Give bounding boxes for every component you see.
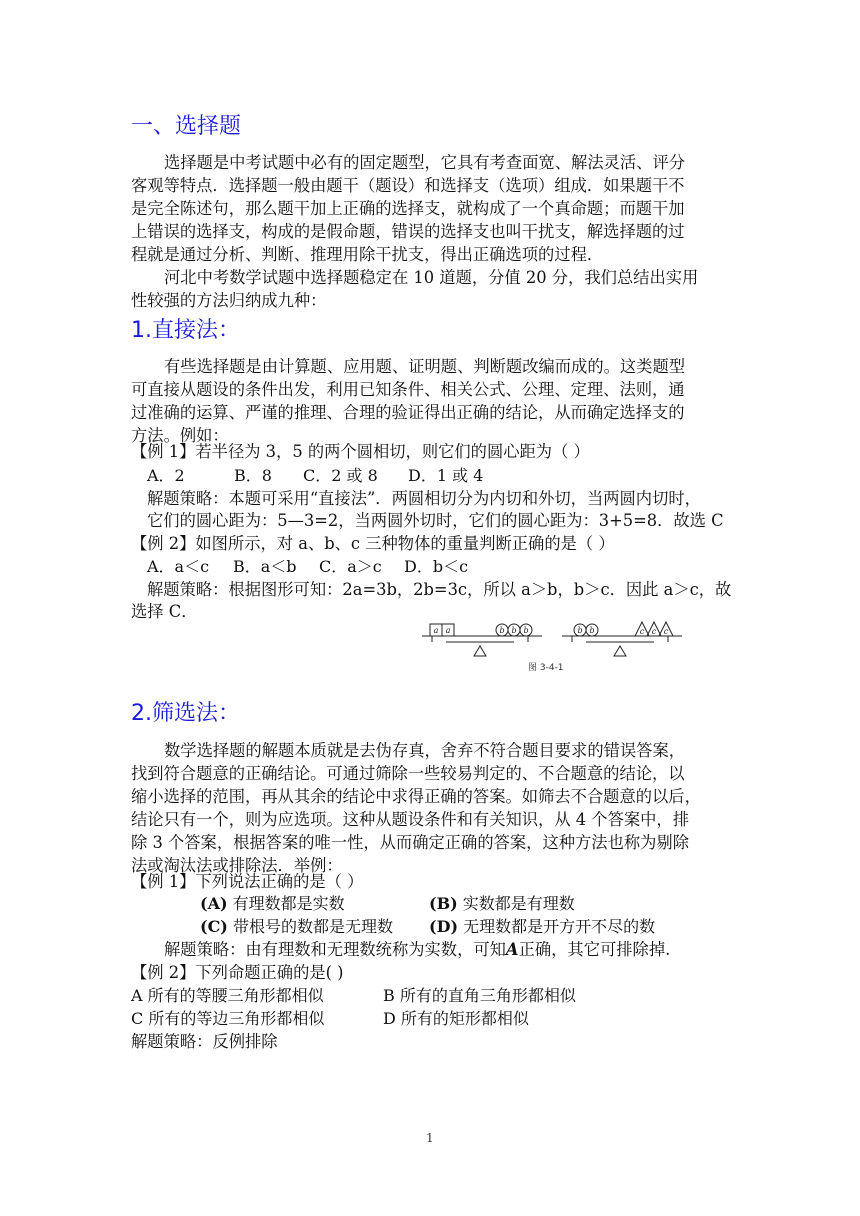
weight-label: b <box>589 626 595 635</box>
example2-question: 【例 2】如图所示，对 a、b、c 三种物体的重量判断正确的是（ ） <box>131 534 615 553</box>
method2-desc-line: 除 3 个答案，根据答案的唯一性，从而确定正确的答案，这种方法也称为剔除 <box>131 833 689 852</box>
method2-example1-solution <box>164 939 670 961</box>
balance-scale-figure <box>420 618 690 674</box>
option-b: B．a＜b <box>233 557 297 576</box>
solution-text: 正确，其它可排除掉. <box>518 940 671 959</box>
option-key: (C) <box>200 917 228 936</box>
solution-key: A <box>505 940 519 959</box>
option-text: 有理数都是实数 <box>227 894 345 913</box>
page-number: 1 <box>426 1131 434 1145</box>
option-c: C．a＞c <box>319 557 382 576</box>
option-key: (D) <box>429 917 459 936</box>
method2-desc-line: 缩小选择的范围，再从其余的结论中求得正确的答案。如筛去不合题意的以后， <box>131 787 701 806</box>
option-text: 实数都是有理数 <box>457 894 575 913</box>
method1-title: 1.直接法： <box>131 318 240 343</box>
solution-text: 解题策略：由有理数和无理数统称为实数，可知 <box>164 940 506 959</box>
intro-line: 是完全陈述句，那么题干加上正确的选择支，就构成了一个真命题；而题干加 <box>131 199 685 218</box>
example2-solution: 选择 C． <box>131 602 198 621</box>
method1-desc-line: 有些选择题是由计算题、应用题、证明题、判断题改编而成的。这类题型 <box>164 357 686 376</box>
option-d: D．b＜c <box>404 557 469 576</box>
section-title: 一、选择题 <box>131 114 242 139</box>
option-c: C．2 或 8 <box>303 466 378 485</box>
method2-example2-question: 【例 2】下列命题正确的是( ) <box>131 963 344 982</box>
intro-line: 上错误的选择支，构成的是假命题，错误的选择支也叫干扰支，解选择题的过 <box>131 222 685 241</box>
weight-label: b <box>511 626 517 635</box>
option-text: 无理数都是开方开不尽的数 <box>458 917 656 936</box>
method2-desc-line: 找到符合题意的正确结论。可通过筛除一些较易判定的、不合题意的结论，以 <box>131 764 685 783</box>
option-c: C 所有的等边三角形都相似 <box>131 1009 325 1028</box>
intro-line: 选择题是中考试题中必有的固定题型，它具有考查面宽、解法灵活、评分 <box>164 153 686 172</box>
method2-desc-line: 结论只有一个，则为应选项。这种从题设条件和有关知识，从 4 个答案中，排 <box>131 810 689 829</box>
weight-label: b <box>499 626 505 635</box>
weight-label: c <box>639 627 645 636</box>
figure-caption: 图 3-4-1 <box>528 663 564 673</box>
option-key: (B) <box>429 894 458 913</box>
option-a: A．a＜c <box>147 557 210 576</box>
weight-label: b <box>523 626 529 635</box>
example1-question: 【例 1】若半径为 3，5 的两个圆相切，则它们的圆心距为（ ） <box>131 442 590 461</box>
intro-line: 客观等特点．选择题一般由题干（题设）和选择支（选项）组成．如果题干不 <box>131 176 685 195</box>
method1-desc-line: 过准确的运算、严谨的推理、合理的验证得出正确的结论，从而确定选择支的 <box>131 403 685 422</box>
balance-fulcrum <box>614 646 626 656</box>
weight-label: b <box>577 626 583 635</box>
option-text: 带根号的数都是无理数 <box>227 917 393 936</box>
method2-example1-question: 【例 1】下列说法正确的是（ ） <box>131 872 364 891</box>
method2-title: 2.筛选法： <box>131 701 240 726</box>
intro-line: 程就是通过分析、判断、推理用除干扰支，得出正确选项的过程． <box>131 245 604 264</box>
weight-label: a <box>433 626 439 635</box>
balance-fulcrum <box>474 646 486 656</box>
intro-line: 性较强的方法归纳成九种： <box>131 291 327 310</box>
option-key: (A) <box>200 894 228 913</box>
option-b <box>429 893 575 915</box>
weight-label: c <box>663 627 669 636</box>
weight-label: c <box>651 627 657 636</box>
option-a: A 所有的等腰三角形都相似 <box>131 986 324 1005</box>
option-c <box>200 916 393 938</box>
option-b: B．8 <box>234 466 272 485</box>
option-d: D 所有的矩形都相似 <box>383 1009 529 1028</box>
weight-label: a <box>445 626 451 635</box>
intro-line: 河北中考数学试题中选择题稳定在 10 道题，分值 20 分，我们总结出实用 <box>164 268 699 287</box>
option-d: D．1 或 4 <box>408 466 484 485</box>
method1-desc-line: 方法。例如： <box>131 426 229 445</box>
option-d <box>429 916 655 938</box>
example2-solution: 解题策略：根据图形可知：2a=3b，2b=3c，所以 a＞b，b＞c．因此 a＞c，故 <box>147 580 732 599</box>
method1-desc-line: 可直接从题设的条件出发，利用已知条件、相关公式、公理、定理、法则，通 <box>131 380 685 399</box>
option-a <box>200 893 345 915</box>
method2-desc-line: 法或淘汰法或排除法．举例： <box>131 856 343 875</box>
method2-example2-solution: 解题策略：反例排除 <box>131 1032 278 1051</box>
example1-solution: 它们的圆心距为：5—3=2，当两圆外切时，它们的圆心距为：3+5=8．故选 C <box>147 511 724 530</box>
example1-solution: 解题策略：本题可采用“直接法”．两圆相切分为内切和外切，当两圆内切时， <box>147 489 701 508</box>
option-a: A．2 <box>147 466 185 485</box>
option-b: B 所有的直角三角形都相似 <box>383 986 576 1005</box>
method2-desc-line: 数学选择题的解题本质就是去伪存真，舍弃不符合题目要求的错误答案， <box>164 741 686 760</box>
